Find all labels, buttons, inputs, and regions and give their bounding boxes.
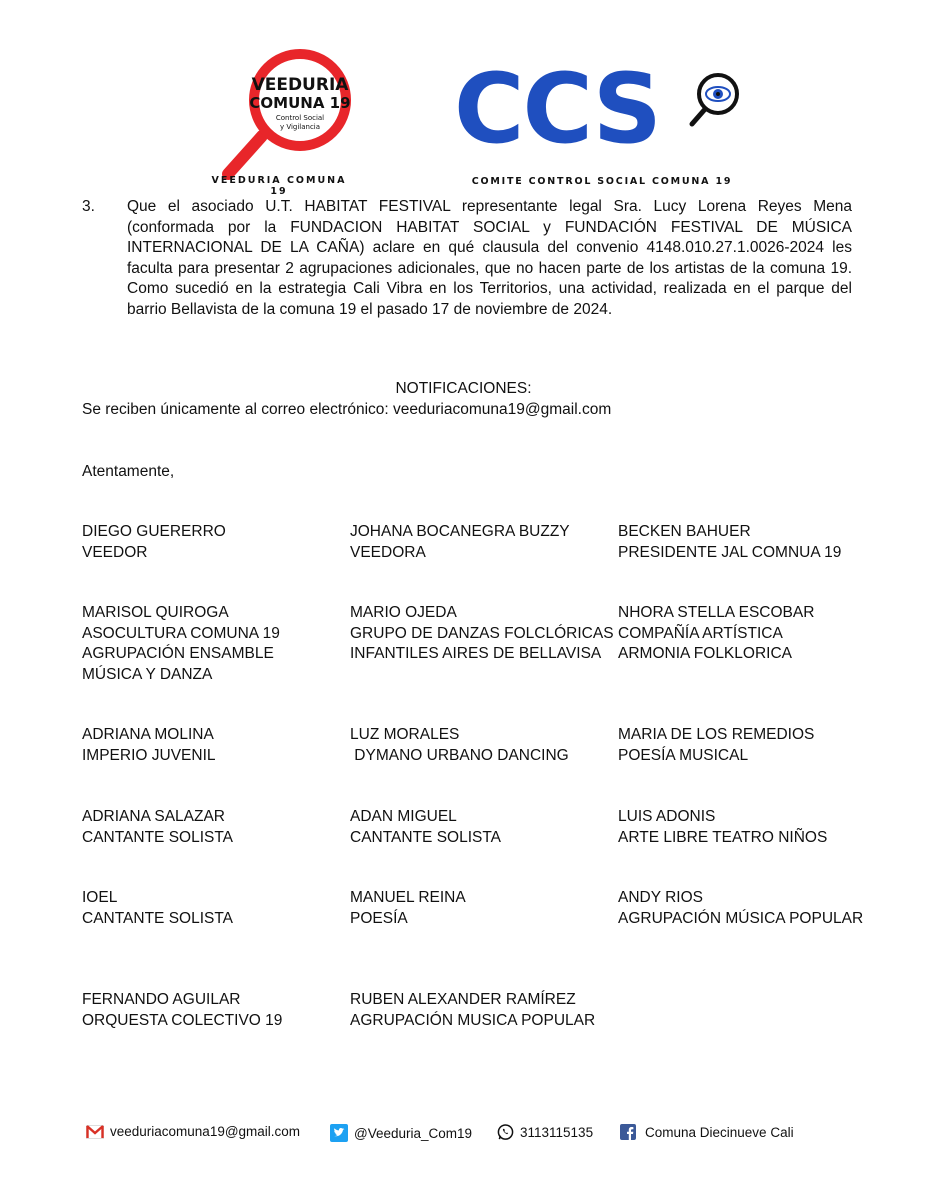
signature-line: COMPAÑÍA ARTÍSTICA <box>618 624 783 642</box>
signature-block <box>82 990 342 1031</box>
signature-block <box>618 725 878 766</box>
signature-line: ADRIANA MOLINA <box>82 726 214 743</box>
signature-line: LUIS ADONIS <box>618 808 716 825</box>
signature-block <box>350 725 610 766</box>
signature-line: MANUEL REINA <box>350 889 466 906</box>
veeduria-logo-caption: VEEDURIA COMUNA 19 <box>211 175 347 197</box>
signature-line: AGRUPACIÓN ENSAMBLE <box>82 645 274 662</box>
signature-block <box>350 603 614 665</box>
signature-block <box>618 807 878 848</box>
facebook-icon <box>620 1124 636 1140</box>
signature-line: RUBEN ALEXANDER RAMÍREZ <box>350 991 576 1008</box>
footer-whatsapp[interactable] <box>497 1124 593 1141</box>
signature-line: POESÍA <box>350 909 408 927</box>
signature-line: VEEDOR <box>82 543 148 561</box>
signature-line: GRUPO DE DANZAS FOLCLÓRICAS <box>350 624 614 642</box>
signature-line: ADRIANA SALAZAR <box>82 808 225 825</box>
signature-line: ORQUESTA COLECTIVO 19 <box>82 1011 283 1029</box>
footer-email[interactable] <box>86 1124 300 1139</box>
eye-magnifier-icon <box>692 75 737 124</box>
signature-line: CANTANTE SOLISTA <box>82 828 234 846</box>
signature-line: NHORA STELLA ESCOBAR <box>618 604 815 621</box>
signature-line: ARMONIA FOLKLORICA <box>618 645 792 662</box>
notifications-text: Se reciben únicamente al correo electrónico: veeduriacomuna19@gmail.com <box>82 401 612 418</box>
signature-block <box>82 522 342 563</box>
signature-line: MARISOL QUIROGA <box>82 604 229 621</box>
signature-block <box>82 725 342 766</box>
footer-twitter[interactable] <box>330 1124 472 1142</box>
signature-line: ARTE LIBRE TEATRO NIÑOS <box>618 828 828 846</box>
signature-line: DYMANO URBANO DANCING <box>350 746 569 764</box>
footer-facebook-text: Comuna Diecinueve Cali <box>645 1124 794 1140</box>
notifications-title: NOTIFICACIONES: <box>395 380 532 397</box>
signature-block <box>618 888 878 929</box>
signature-line: VEEDORA <box>350 543 426 561</box>
item-text: Que el asociado U.T. HABITAT FESTIVAL representante legal Sra. Lucy Lorena Reyes Mena (conformada por la FUNDACION HABITAT SOCIAL y FUNDACIÓN FESTIVAL DE MÚSICA INTERNACIONAL DE LA CAÑA) aclare en qué clausula del convenio 4148.010.27.1.0026-2024 les faculta para presentar 2 agrupaciones adicionales, que no hacen parte de los artistas de la comuna 19. Como sucedió en la estrategia Cali Vibra en los Territorios, una actividad, realizada en el parque del barrio Bellavista de la comuna 19 el pasado 17 de noviembre de 2024. <box>127 198 852 318</box>
footer-whatsapp-text: 3113115135 <box>520 1125 594 1140</box>
signature-block <box>618 522 878 563</box>
signature-block <box>350 522 610 563</box>
signature-line: AGRUPACIÓN MUSICA POPULAR <box>350 1011 596 1029</box>
signature-line: INFANTILES AIRES DE BELLAVISA <box>350 645 602 662</box>
ccs-logo <box>452 60 742 165</box>
veeduria-logo <box>200 48 360 188</box>
signature-line: AGRUPACIÓN MÚSICA POPULAR <box>618 909 864 927</box>
signature-block <box>350 888 610 929</box>
veeduria-logo-line2: COMUNA 19 <box>249 94 351 112</box>
gmail-icon <box>86 1125 104 1139</box>
signature-line: CANTANTE SOLISTA <box>82 909 234 927</box>
signature-block <box>618 603 878 665</box>
signature-block <box>350 807 610 848</box>
ccs-logo-letters: CCS <box>454 60 660 165</box>
footer-facebook[interactable] <box>620 1124 794 1140</box>
signature-line: DIEGO GUERERRO <box>82 523 226 540</box>
signature-line: IOEL <box>82 889 118 906</box>
twitter-icon <box>330 1124 348 1142</box>
signature-line: ASOCULTURA COMUNA 19 <box>82 624 280 642</box>
signature-line: IMPERIO JUVENIL <box>82 746 216 764</box>
signature-line: POESÍA MUSICAL <box>618 746 749 764</box>
signature-line: BECKEN BAHUER <box>618 523 751 540</box>
signature-line: JOHANA BOCANEGRA BUZZY <box>350 523 570 540</box>
signature-line: CANTANTE SOLISTA <box>350 828 502 846</box>
whatsapp-icon <box>497 1124 514 1141</box>
signature-line: FERNANDO AGUILAR <box>82 991 241 1008</box>
veeduria-logo-sub1: Control Social <box>275 114 325 122</box>
signature-line: PRESIDENTE JAL COMNUA 19 <box>618 543 842 561</box>
signature-line: LUZ MORALES <box>350 726 460 743</box>
footer-email-text: veeduriacomuna19@gmail.com <box>110 1124 301 1139</box>
signature-block <box>82 603 342 685</box>
veeduria-logo-line1: VEEDURIA <box>251 75 349 95</box>
signature-block <box>82 807 342 848</box>
signature-block <box>82 888 342 929</box>
signature-line: MÚSICA Y DANZA <box>82 665 213 683</box>
closing-text: Atentamente, <box>82 463 175 480</box>
signature-block <box>350 990 610 1031</box>
item-number: 3. <box>82 198 95 215</box>
veeduria-logo-sub2: y Vigilancia <box>279 123 321 131</box>
signature-line: MARIO OJEDA <box>350 604 457 621</box>
ccs-logo-caption: COMITE CONTROL SOCIAL COMUNA 19 <box>471 176 733 187</box>
signature-line: ADAN MIGUEL <box>350 808 457 825</box>
signature-line: MARIA DE LOS REMEDIOS <box>618 726 815 743</box>
footer-contacts <box>0 1124 927 1152</box>
footer-twitter-text: @Veeduria_Com19 <box>354 1125 473 1141</box>
signature-line: ANDY RIOS <box>618 889 703 906</box>
